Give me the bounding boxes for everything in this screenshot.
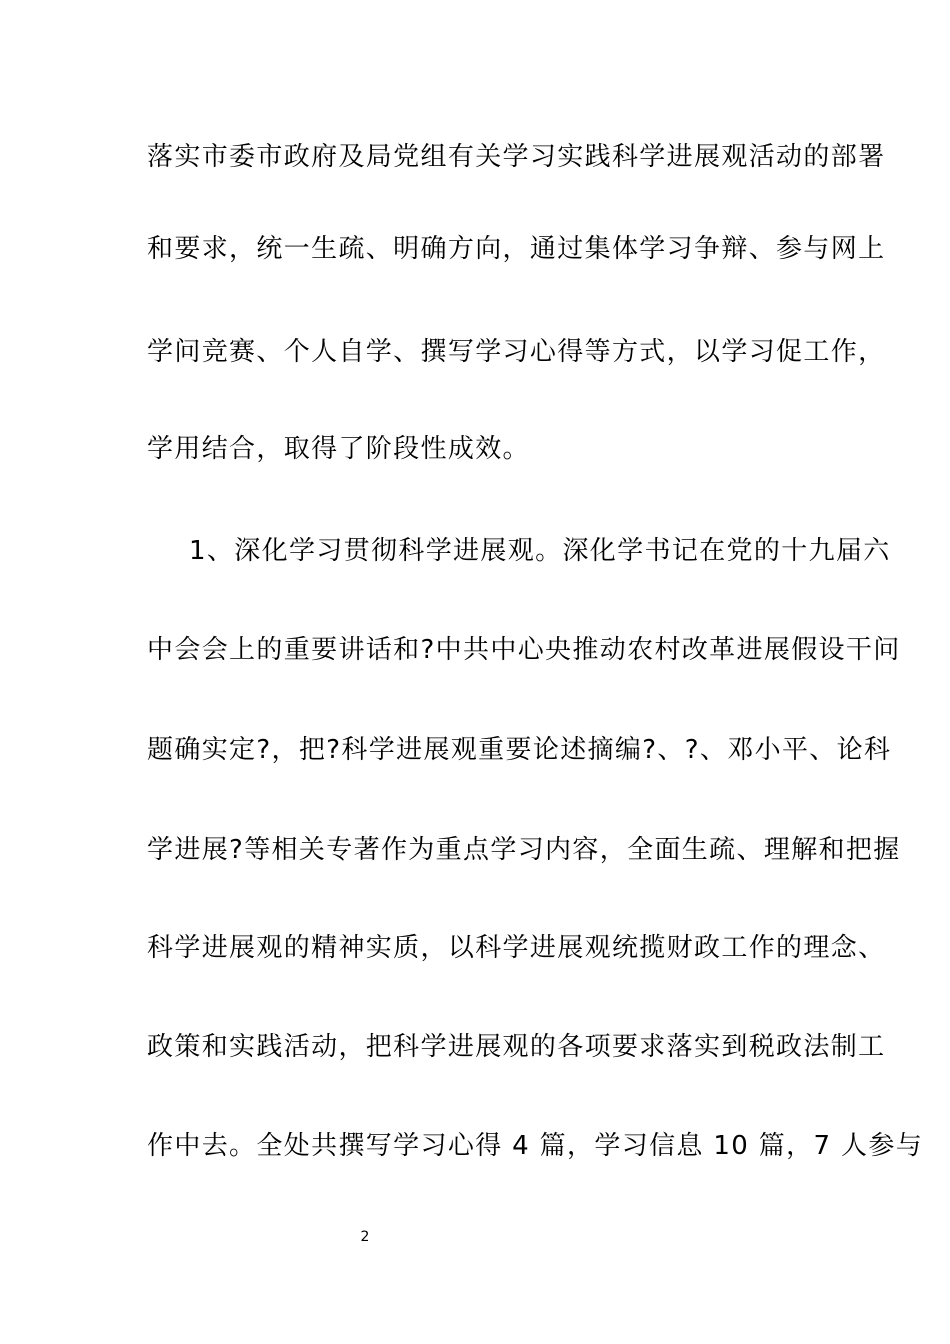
text-line-7: 题确实定?，把?科学进展观重要论述摘编?、?、邓小平、论科 xyxy=(147,735,892,765)
text-line-1: 落实市委市政府及局党组有关学习实践科学进展观活动的部署 xyxy=(147,142,886,172)
text-line-4: 学用结合，取得了阶段性成效。 xyxy=(147,434,530,464)
text-line-10: 政策和实践活动，把科学进展观的各项要求落实到税政法制工 xyxy=(147,1032,886,1062)
text-line-8: 学进展?等相关专著作为重点学习内容，全面生疏、理解和把握 xyxy=(147,835,901,865)
page-number: 2 xyxy=(360,1229,370,1245)
text-line-11: 作中去。全处共撰写学习心得 4 篇，学习信息 10 篇，7 人参与 xyxy=(147,1131,924,1161)
text-line-9: 科学进展观的精神实质，以科学进展观统揽财政工作的理念、 xyxy=(147,933,886,963)
paragraph-start-line: 1、深化学习贯彻科学进展观。深化学书记在党的十九届六 xyxy=(189,536,891,566)
text-line-3: 学问竞赛、个人自学、撰写学习心得等方式，以学习促工作， xyxy=(147,337,886,367)
text-line-2: 和要求，统一生疏、明确方向，通过集体学习争辩、参与网上 xyxy=(147,234,886,264)
text-line-6: 中会会上的重要讲话和?中共中心央推动农村改革进展假设干问 xyxy=(147,635,901,665)
